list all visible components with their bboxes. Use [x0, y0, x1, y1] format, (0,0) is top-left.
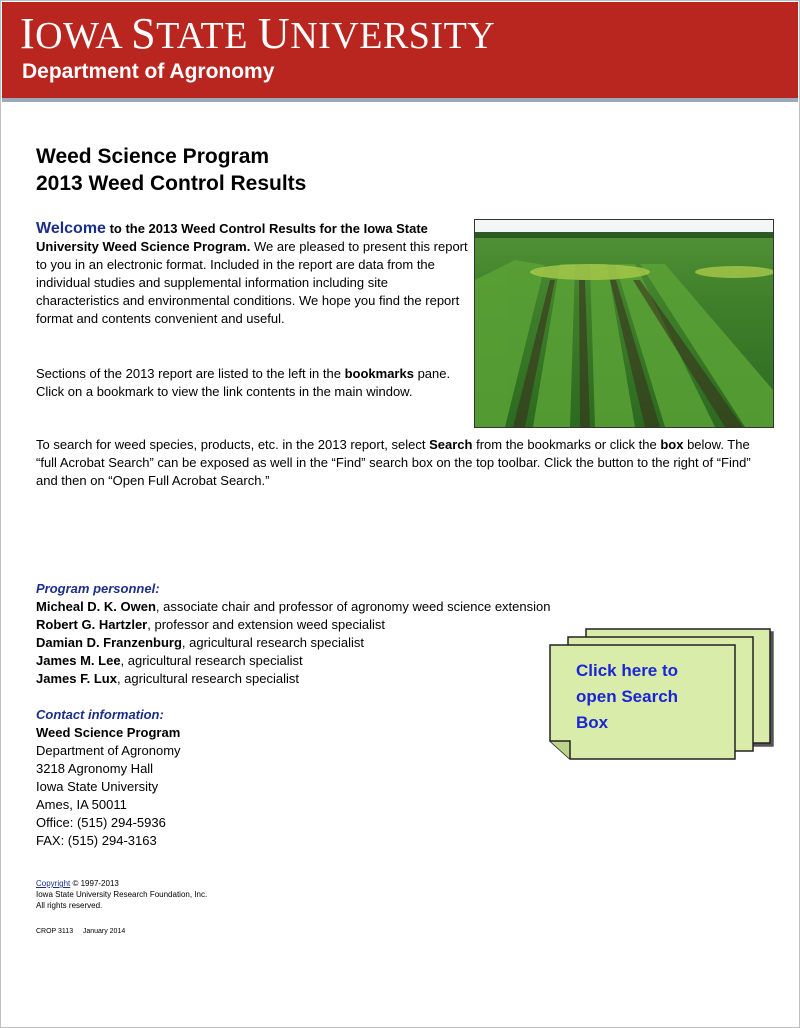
- open-search-box-label[interactable]: Click here to open Search Box: [576, 661, 679, 732]
- contact-line: Department of Agronomy: [36, 743, 181, 758]
- personnel-row: [36, 652, 550, 670]
- person-role: , agricultural research specialist: [181, 635, 364, 650]
- contact-org: Weed Science Program: [36, 725, 181, 740]
- welcome-body-text: We are pleased to present this report to you in an electronic format. Included in the report are data from the individual studies and supplemental information including site characteristics and environmental conditions. We hope you find the report format and contents convenient and useful.: [36, 239, 468, 326]
- box-term: box: [660, 437, 684, 452]
- contact-line: 3218 Agronomy Hall: [36, 761, 154, 776]
- person-role: , agricultural research specialist: [116, 671, 300, 686]
- copyright-link[interactable]: Copyright: [36, 879, 71, 888]
- contact-line: Iowa State University: [36, 779, 159, 794]
- bookmarks-term: bookmarks: [344, 366, 414, 381]
- contact-line: Office: (515) 294-5936: [36, 815, 166, 830]
- person-name: James M. Lee: [36, 653, 121, 668]
- personnel-row: [36, 616, 550, 634]
- university-wordmark: IOWA STATE UNIVERSITY: [20, 9, 496, 58]
- person-name: Micheal D. K. Owen: [36, 599, 156, 614]
- page-title: [36, 143, 306, 197]
- sections-paragraph: Sections of the 2013 report are listed to the left in the bookmarks pane. Click on a bookmark to view the link contents in the main window.: [36, 366, 451, 399]
- program-personnel: [36, 580, 550, 688]
- title-line-1: Weed Science Program: [36, 145, 270, 168]
- title-line-2: 2013 Weed Control Results: [36, 172, 307, 195]
- department-name: Department of Agronomy: [22, 60, 275, 83]
- person-name: Damian D. Franzenburg: [36, 635, 182, 650]
- person-role: , associate chair and professor of agronomy weed science extension: [155, 599, 551, 614]
- contact-line: FAX: (515) 294-3163: [36, 833, 157, 848]
- contact-line: Ames, IA 50011: [36, 797, 127, 812]
- contact-information: [36, 706, 181, 850]
- contact-heading: Contact information:: [36, 707, 164, 722]
- person-role: , agricultural research specialist: [120, 653, 303, 668]
- copyright-years: © 1997-2013: [70, 879, 119, 888]
- personnel-row: [36, 670, 550, 688]
- soybean-field-image: [475, 220, 773, 427]
- legal-notice: [36, 878, 207, 911]
- personnel-row: [36, 634, 550, 652]
- soybean-field-photo: [474, 219, 774, 428]
- search-term: Search: [429, 437, 473, 452]
- personnel-heading: Program personnel:: [36, 581, 160, 596]
- header-divider: [2, 98, 798, 102]
- welcome-paragraph: [36, 220, 470, 328]
- welcome-word: Welcome: [36, 220, 106, 237]
- person-name: James F. Lux: [36, 671, 117, 686]
- rights-reserved: All rights reserved.: [36, 901, 103, 910]
- welcome-bold-text: to the 2013 Weed Control Results for the Iowa State University Weed Science Program.: [36, 221, 428, 254]
- university-header: [2, 2, 798, 98]
- crop-publication-id: CROP 3113 January 2014: [36, 928, 126, 935]
- person-role: , professor and extension weed specialist: [147, 617, 385, 632]
- person-name: Robert G. Hartzler: [36, 617, 148, 632]
- search-instructions: To search for weed species, products, etc. in the 2013 report, select Search from the bookmarks or click the box below. The “full Acrobat Search” can be exposed as well in the “Find” search box on the top toolbar. Click the button to the right of “Find” and then on “Open Full Acrobat Search.”: [36, 437, 751, 488]
- personnel-row: [36, 598, 550, 616]
- copyright-holder: Iowa State University Research Foundation, Inc.: [36, 890, 208, 899]
